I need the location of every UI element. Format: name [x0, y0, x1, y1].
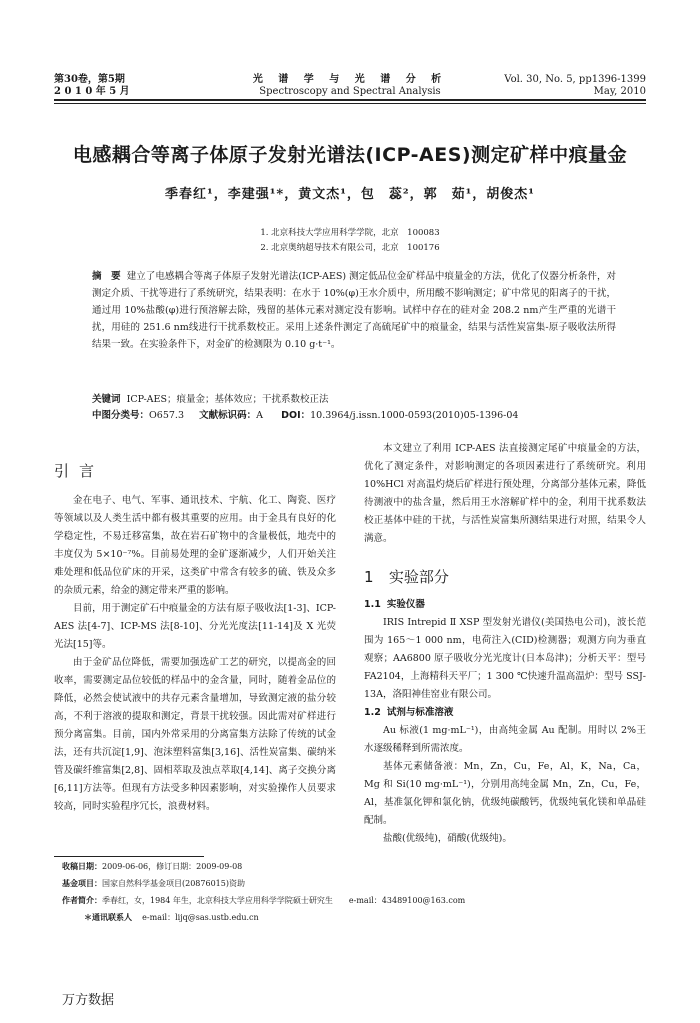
doi-value: 10.3964/j.issn.1000-0593(2010)05-1396-04 — [310, 410, 519, 421]
contact-email: e-mail：lijq@sas.ustb.edu.cn — [142, 913, 259, 922]
intro-paragraph-1: 金在电子、电气、军事、通讯技术、宇航、化工、陶瓷、医疗等领域以及人类生活中都有极其重要的应用。由于金具有良好的化学稳定性，不易迁移富集，故在岩石矿物中的含量极低，地壳中的丰度仅为 5×10⁻⁷%。目前易处理的金矿逐渐减少，人们开始关注难处理和低品位矿床的开采，这类矿中常含有较多的硫、铁及众多的杂质元素，给金的测定带来严重的影响。 — [54, 495, 336, 596]
right-column-body — [364, 596, 646, 848]
journal-en: Spectroscopy and Spectral Analysis — [259, 86, 441, 97]
keywords-text: ICP-AES；痕量金；基体效应；干扰系数校正法 — [126, 394, 329, 405]
keywords — [92, 393, 616, 407]
issue-info-en — [504, 74, 646, 98]
watermark: 万方数据 — [62, 993, 115, 1008]
abstract-label: 摘 要 — [92, 271, 121, 282]
doc-code-value: A — [256, 410, 264, 421]
left-column — [54, 492, 336, 816]
fund-label: 基金项目： — [62, 879, 102, 888]
bio-label: 作者简介： — [62, 896, 102, 905]
affiliation-2: 2. 北京奥纳超导技术有限公司，北京 100176 — [260, 243, 440, 253]
footnote-contact — [84, 909, 674, 926]
abstract-text: 建立了电感耦合等离子体原子发射光谱法(ICP-AES) 测定低品位金矿样品中痕量金的方法，优化了仪器分析条件，对测定介质、干扰等进行了系统研究，结果表明：在水于 10%(φ)王水介质中，所用酸不影响测定；矿中常见的阳离子的干扰，通过用 10%盐酸(φ)进行预溶解去除，残留的基体元素对测定没有影响。试样中存在的硅对金 208.2 nm产生严重的光谱干扰，用硅的 251.6 nm线进行干扰系数校正。采用上述条件测定了高硫尾矿中的痕量金，结果与活性炭富集-原子吸收法所得结果一致。在实验条件下，对金矿的检测限为 0.10 g·t⁻¹。 — [92, 271, 616, 350]
volume-en: Vol. 30, No. 5, pp1396-1399 — [504, 74, 646, 85]
classification — [92, 409, 616, 423]
subsection-1-2-title: 试剂与标准溶液 — [386, 707, 454, 718]
abstract — [92, 268, 616, 353]
received-dates: 2009-06-06，修订日期：2009-09-08 — [102, 862, 243, 871]
intro-heading — [54, 460, 336, 481]
contact-label: ＊通讯联系人 — [84, 913, 132, 922]
doc-code-label: 文献标识码： — [199, 410, 257, 421]
clc-label: 中图分类号： — [92, 410, 150, 421]
reagent-paragraph-1: Au 标液(1 mg·mL⁻¹)，由高纯金属 Au 配制。用时以 2%王水逐级稀释到所需浓度。 — [364, 725, 646, 754]
footnote-fund — [62, 875, 652, 892]
section-1-heading — [364, 566, 646, 587]
volume-cn: 第30卷，第5期 — [54, 74, 125, 85]
section-1-number: 1 — [364, 568, 374, 586]
subsection-1-2 — [364, 704, 646, 722]
section-1-title: 实验部分 — [388, 568, 449, 586]
instrument-paragraph: IRIS Intrepid Ⅱ XSP 型发射光谱仪(美国热电公司)，波长范围为 165～1 000 nm，电荷注入(CID)检测器；观测方向为垂直观察；AA6800 原子吸收分光光度计(日本岛津)；分析天平：型号 FA2104，上海精科天平厂；1 300 ℃快速升温高温炉：型号 SSJ-13A，洛阳神佳窑业有限公司。 — [364, 617, 646, 700]
doi-label: DOI： — [281, 410, 311, 421]
paper-title: 电感耦合等离子体原子发射光谱法(ICP-AES)测定矿样中痕量金 — [72, 144, 628, 166]
header-rule-thin — [54, 103, 646, 104]
subsection-1-1-title: 实验仪器 — [386, 599, 425, 610]
footnote-bio — [62, 892, 652, 909]
date-en: May, 2010 — [593, 86, 646, 97]
subsection-1-1-number: 1.1 — [364, 599, 381, 610]
intro-paragraph-4: 本文建立了利用 ICP-AES 法直接测定尾矿中痕量金的方法，优化了测定条件，对影响测定的各项因素进行了系统研究。利用 10%HCl 对高温灼烧后矿样进行预处理，分离部分基体元素，降低待测液中的盐含量，然后用王水溶解矿样中的金，利用干扰系数法校正基体中硅的干扰，与活性炭富集所测结果进行对照，结果令人满意。 — [364, 443, 646, 544]
header-rule — [54, 99, 646, 101]
reagent-paragraph-2: 基体元素储备液：Mn，Zn，Cu，Fe，Al，K，Na，Ca，Mg 和 Si(10 mg·mL⁻¹)，分别用高纯金属 Mn，Zn，Cu，Fe，Al，基准氯化钾和氯化钠，优级纯碳酸钙，优级纯氧化镁和单晶硅配制。 — [364, 761, 646, 826]
footnote-rule — [54, 856, 204, 857]
date-cn: 2 0 1 0 年 5 月 — [54, 86, 130, 97]
intro-paragraph-2: 目前，用于测定矿石中痕量金的方法有原子吸收法[1-3]、ICP-AES 法[4-7]、ICP-MS 法[8-10]、分光光度法[11-14]及 X 光荧光法[15]等。 — [54, 603, 336, 650]
clc-value: O657.3 — [149, 410, 185, 421]
intro-paragraph-3: 由于金矿品位降低，需要加强选矿工艺的研究，以提高金的回收率，需要测定品位较低的样品中的金含量，同时，随着金品位的降低，必然会使试液中的共存元素含量增加，导致测定液的盐分较高，不利于溶液的提取和测定，背景干扰较强。因此需对矿样进行预分离富集。目前，国内外常采用的分离富集方法除了传统的试金法，还有共沉淀[1,9]、泡沫塑料富集[3,16]、活性炭富集、碳纳米管及碳纤维富集[2,8]、固相萃取及浊点萃取[4,14]、离子交换分离[6,11]方法等。但现有方法受多种因素影响，对实验操作人员要求较高，同时实验程序冗长，浪费材料。 — [54, 657, 336, 812]
intro-title: 引言 — [54, 462, 105, 480]
reagent-paragraph-3: 盐酸(优级纯)，硝酸(优级纯)。 — [383, 833, 512, 844]
fund-text: 国家自然科学基金项目(20876015)资助 — [102, 879, 245, 888]
received-label: 收稿日期： — [62, 862, 102, 871]
journal-cn: 光 谱 学 与 光 谱 分 析 — [252, 74, 448, 85]
right-column-top — [364, 440, 646, 548]
bio-text: 季春红，女，1984 年生，北京科技大学应用科学学院硕士研究生 e-mail：43489100@163.com — [102, 896, 466, 905]
footnote-received — [62, 858, 652, 875]
subsection-1-1 — [364, 596, 646, 614]
affiliation-1: 1. 北京科技大学应用科学学院，北京 100083 — [260, 228, 440, 238]
author-list: 季春红¹，李建强¹*，黄文杰¹，包 蕊²，郭 茹¹，胡俊杰¹ — [165, 187, 535, 202]
keywords-label: 关键词 — [92, 394, 121, 405]
subsection-1-2-number: 1.2 — [364, 707, 381, 718]
